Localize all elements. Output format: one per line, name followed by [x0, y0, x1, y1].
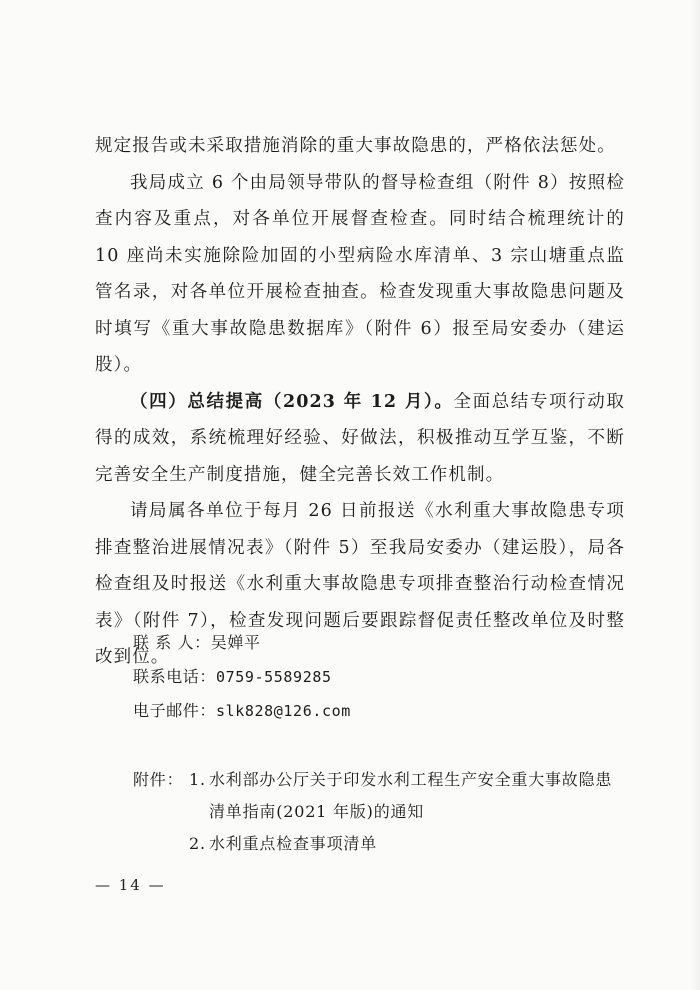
paragraph-inspection-groups: 我局成立 6 个由局领导带队的督导检查组（附件 8）按照检查内容及重点，对各单位开展督查检查。同时结合梳理统计的 10 座尚未实施除险加固的小型病险水库清单、3 宗山塘重点监管名录，对各单位开展检查抽查。检查发现重大事故隐患问题及时填写《重大事故隐患数据库》（附件 6）报至局安委办（建运股）。	[95, 172, 625, 375]
contact-phone-label: 联系电话：	[133, 667, 217, 686]
paragraph-reporting: 请局属各单位于每月 26 日前报送《水利重大事故隐患专项排查整治进展情况表》（附件 5）至我局安委办（建运股），局各检查组及时报送《水利重大事故隐患专项排查整治行动检查情况表》（附件 7），检查发现问题后要跟踪督促责任整改单位及时整改到位。	[95, 501, 625, 667]
contact-person-name: 吴婵平	[210, 633, 261, 652]
attachment-item	[189, 828, 623, 860]
attachment-number: 2.	[189, 834, 206, 853]
attachment-number: 1.	[189, 770, 206, 789]
contact-person-label: 联 系 人：	[133, 633, 211, 652]
contact-email-value: slk828@126.com	[216, 702, 351, 720]
contact-person-row	[133, 626, 351, 660]
attachment-title: 水利重点检查事项清单	[209, 834, 378, 853]
attachment-title: 水利部办公厅关于印发水利工程生产安全重大事故隐患清单指南(2021 年版)的通知	[209, 770, 613, 821]
attachments-block	[133, 764, 623, 860]
contact-phone-value: 0759-5589285	[216, 668, 332, 686]
contact-block	[133, 626, 351, 728]
contact-email-row	[133, 694, 351, 728]
paragraph-summary-text: 全面总结专项行动取得的成效，系统梳理好经验、好做法，积极推动互学互鉴，不断完善安全生产制度措施，健全完善长效工作机制。	[95, 391, 625, 485]
body-text	[95, 128, 625, 676]
attachments-list	[189, 764, 623, 860]
attachments-label: 附件：	[133, 770, 184, 789]
contact-email-label: 电子邮件：	[133, 701, 217, 720]
page-number: — 14 —	[95, 876, 166, 894]
paragraph-summary	[95, 384, 625, 494]
section-heading-summary: （四）总结提高（2023 年 12 月）。	[130, 391, 454, 412]
paragraph-continuation: 规定报告或未采取措施消除的重大事故隐患的，严格依法惩处。	[95, 136, 616, 156]
scan-shadow-edge	[690, 0, 700, 990]
contact-phone-row	[133, 660, 351, 694]
attachment-item	[189, 764, 623, 828]
